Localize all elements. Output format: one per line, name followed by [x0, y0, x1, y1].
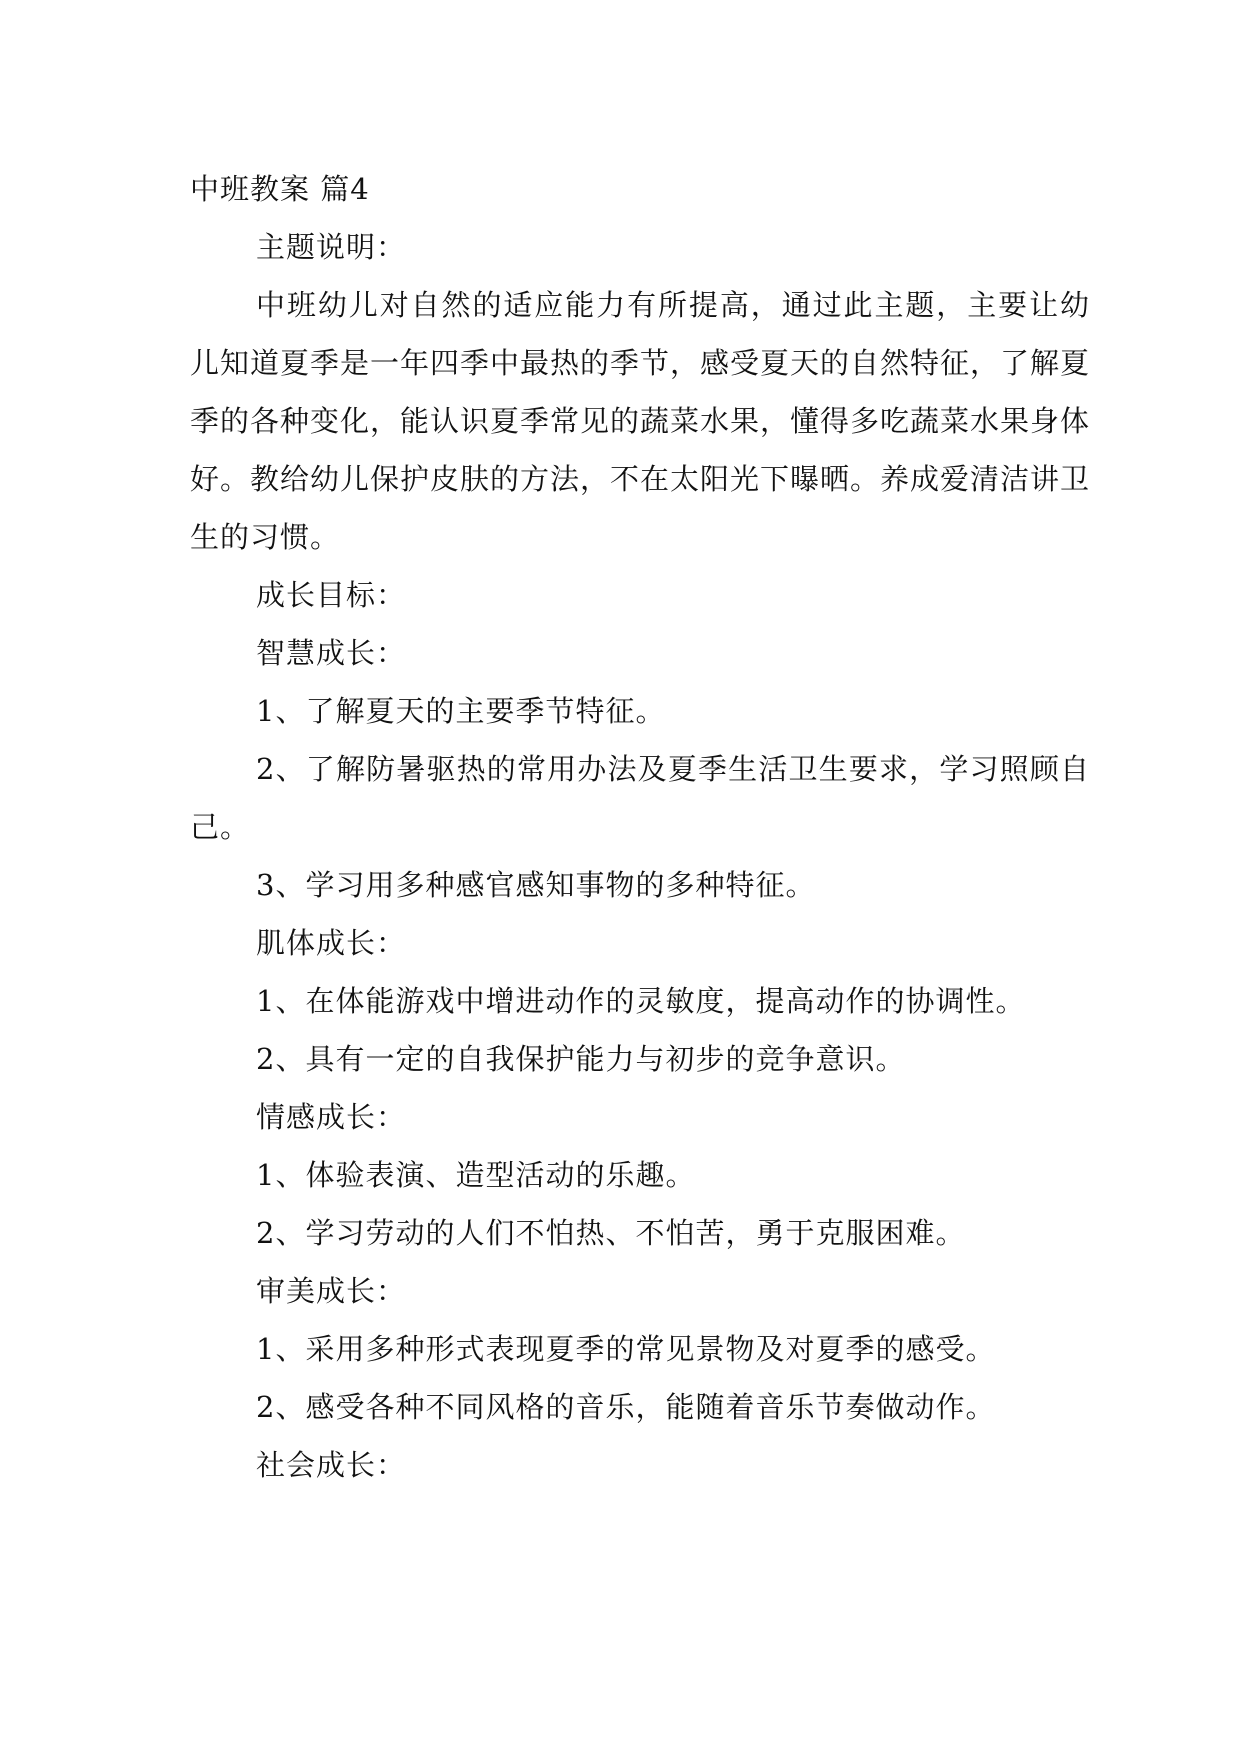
- aesthetic-goal-1: 1、采用多种形式表现夏季的常见景物及对夏季的感受。: [256, 1332, 996, 1366]
- subheading-physical-growth: 肌体成长：: [256, 926, 407, 960]
- document-body: [190, 160, 1090, 1494]
- emotional-goal-2: 2、学习劳动的人们不怕热、不怕苦，勇于克服困难。: [256, 1216, 966, 1250]
- subheading-emotional-growth: 情感成长：: [256, 1100, 407, 1134]
- emotional-goal-1: 1、体验表演、造型活动的乐趣。: [256, 1158, 696, 1192]
- wisdom-goal-2: 2、了解防暑驱热的常用办法及夏季生活卫生要求，学习照顾自己。: [190, 752, 1090, 844]
- subheading-wisdom-growth: 智慧成长：: [256, 636, 407, 670]
- wisdom-goal-1: 1、了解夏天的主要季节特征。: [256, 694, 666, 728]
- physical-goal-2: 2、具有一定的自我保护能力与初步的竞争意识。: [256, 1042, 906, 1076]
- theme-description: 中班幼儿对自然的适应能力有所提高，通过此主题，主要让幼儿知道夏季是一年四季中最热的季节，感受夏天的自然特征，了解夏季的各种变化，能认识夏季常见的蔬菜水果，懂得多吃蔬菜水果身体好。教给幼儿保护皮肤的方法，不在太阳光下曝晒。养成爱清洁讲卫生的习惯。: [190, 288, 1091, 554]
- section-heading-theme: 主题说明：: [256, 230, 407, 264]
- subheading-aesthetic-growth: 审美成长：: [256, 1274, 407, 1308]
- document-title: 中班教案 篇4: [190, 172, 370, 206]
- section-heading-goals: 成长目标：: [256, 578, 407, 612]
- physical-goal-1: 1、在体能游戏中增进动作的灵敏度，提高动作的协调性。: [256, 984, 1026, 1018]
- wisdom-goal-3: 3、学习用多种感官感知事物的多种特征。: [256, 868, 816, 902]
- subheading-social-growth: 社会成长：: [256, 1448, 407, 1482]
- aesthetic-goal-2: 2、感受各种不同风格的音乐，能随着音乐节奏做动作。: [256, 1390, 996, 1424]
